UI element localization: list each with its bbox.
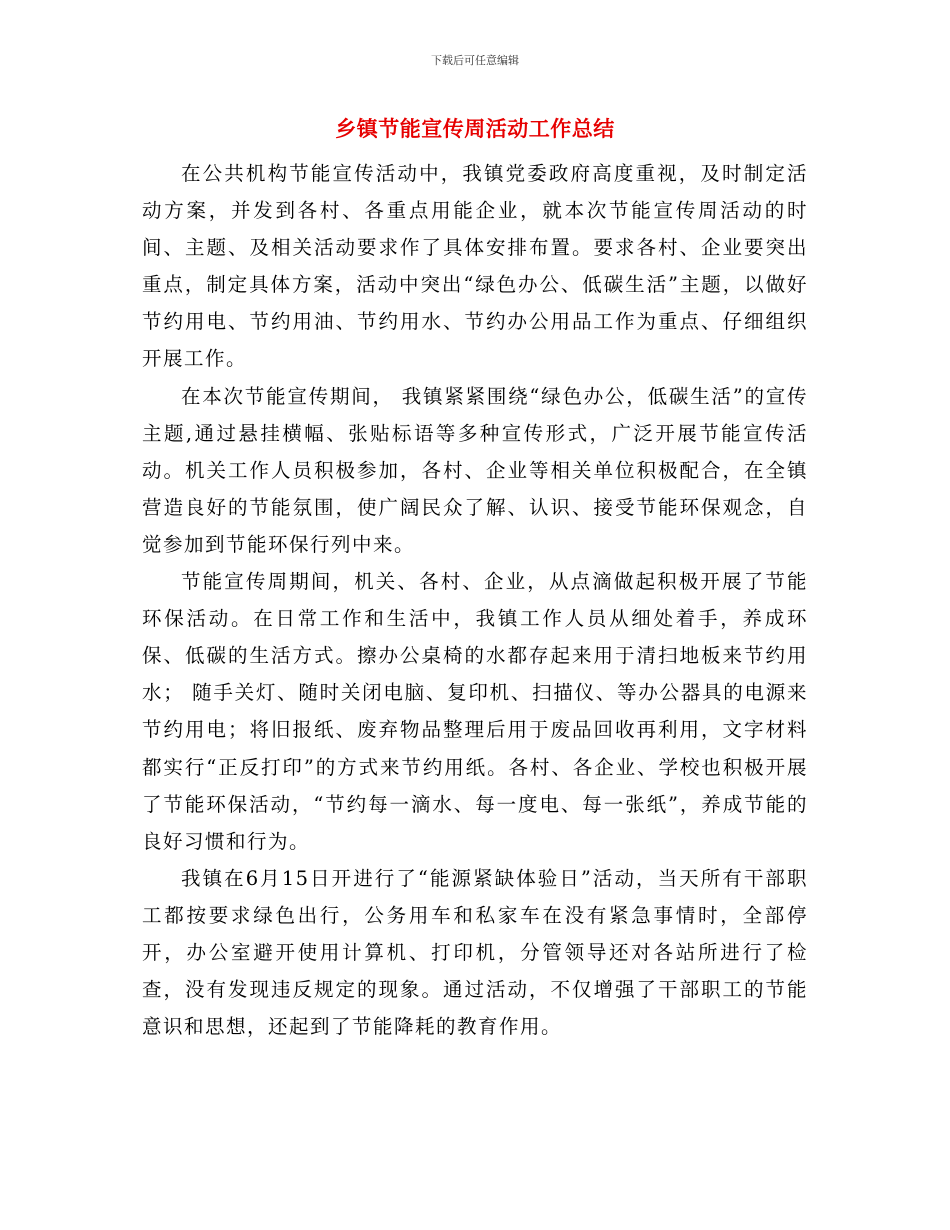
document-title: 乡镇节能宣传周活动工作总结: [335, 116, 615, 141]
paragraph: 在公共机构节能宣传活动中，我镇党委政府高度重视，及时制定活动方案，并发到各村、各重点用能企业，就本次节能宣传周活动的时间、主题、及相关活动要求作了具体安排布置。要求各村、企业要突出重点，制定具体方案，活动中突出“绿色办公、低碳生活”主题，以做好节约用电、节约用油、节约用水、节约办公用品工作为重点、仔细组织开展工作。: [142, 162, 808, 371]
paragraph: 在本次节能宣传期间， 我镇紧紧围绕“绿色办公，低碳生活”的宣传主题,通过悬挂横幅、张贴标语等多种宣传形式，广泛开展节能宣传活动。机关工作人员积极参加，各村、企业等相关单位积极配合，在全镇营造良好的节能氛围，使广阔民众了解、认识、接受节能环保观念，自觉参加到节能环保行列中来。: [142, 384, 808, 556]
paragraph: 节能宣传周期间，机关、各村、企业，从点滴做起积极开展了节能环保活动。在日常工作和生活中，我镇工作人员从细处着手，养成环保、低碳的生活方式。擦办公桌椅的水都存起来用于清扫地板来节约用水； 随手关灯、随时关闭电脑、复印机、扫描仪、等办公器具的电源来节约用电；将旧报纸、废弃物品整理后用于废品回收再利用，文字材料都实行“正反打印”的方式来节约用纸。各村、各企业、学校也积极开展了节能环保活动，“节约每一滴水、每一度电、每一张纸”，养成节能的良好习惯和行为。: [142, 570, 808, 853]
document-body: [142, 155, 808, 1045]
paragraph: 我镇在6月15日开进行了“能源紧缺体验日”活动，当天所有干部职工都按要求绿色出行，公务用车和私家车在没有紧急事情时，全部停开，办公室避开使用计算机、打印机，分管领导还对各站所进行了检查，没有发现违反规定的现象。通过活动，不仅增强了干部职工的节能意识和思想，还起到了节能降耗的教育作用。: [142, 866, 808, 1039]
header-note: 下载后可任意编辑: [431, 54, 519, 67]
